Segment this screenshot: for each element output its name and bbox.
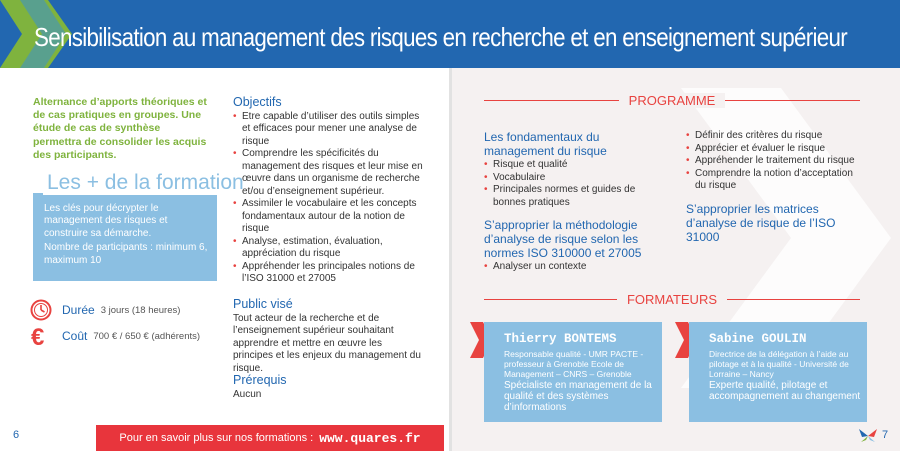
programme-sec2-list (484, 261, 664, 274)
programme-col-2 (686, 130, 866, 245)
prerequis-text: Aucun (233, 388, 262, 400)
page-header (0, 0, 900, 68)
trainer-card (689, 322, 867, 422)
plus-text: Les clés pour décrypter le management des risques et construire sa démarche. (44, 203, 168, 239)
formateurs-title: FORMATEURS (617, 292, 727, 307)
footer-link[interactable]: www.quares.fr (319, 430, 421, 446)
plus-body (44, 203, 209, 269)
list-item: • Vocabulaire (484, 172, 664, 185)
trainer-name: Thierry BONTEMS (504, 332, 617, 346)
svg-text:€: € (31, 325, 45, 347)
clock-icon (30, 299, 52, 321)
trainer-expertise: Experte qualité, pilotage et accompagnement au changement (709, 380, 861, 402)
list-item: • Assimiler le vocabulaire et les concepts fondamentaux autour de la notion de risque (233, 198, 423, 236)
euro-icon (30, 325, 52, 347)
trainer-name: Sabine GOULIN (709, 332, 807, 346)
page-spine (449, 68, 452, 451)
duration-value: 3 jours (18 heures) (100, 304, 181, 316)
participants-text: Nombre de participants : minimum 6, maximum 10 (44, 242, 208, 266)
page-number-left: 6 (13, 429, 20, 441)
page-title: Sensibilisation au management des risques en recherche et en enseignement supérieur (34, 22, 847, 52)
duration-label: Durée (62, 303, 95, 317)
cost-row (30, 325, 200, 347)
list-item: • Risque et qualité (484, 159, 664, 172)
programme-sec2-title: S’approprier la méthodologie d’analyse de risque selon les normes ISO 310000 et 27005 (484, 218, 642, 260)
programme-title: PROGRAMME (619, 93, 726, 108)
public-section (233, 298, 423, 375)
footer-text: Pour en savoir plus sur nos formations : (119, 432, 314, 444)
list-item: • Appréhender les principales notions de l’ISO 31000 et 27005 (233, 261, 423, 286)
duration-row (30, 299, 180, 321)
public-text: Tout acteur de la recherche et de l’enseignement supérieur souhaitant apprendre et mettre en œuvre les principes et les enjeux du management du risque. (233, 312, 421, 374)
programme-heading (484, 90, 860, 110)
list-item: • Comprendre la notion d’acceptation du risque (686, 168, 866, 193)
programme-sec1-title: Les fondamentaux du management du risque (484, 130, 607, 158)
programme-col-1 (484, 130, 664, 274)
butterfly-logo-icon (858, 428, 878, 444)
prerequis-title: Prérequis (233, 373, 287, 387)
objectives-list (233, 111, 423, 286)
list-item: • Principales normes et guides de bonnes pratiques (484, 184, 664, 209)
programme-col2-list (686, 130, 866, 193)
prerequis-section (233, 374, 423, 401)
list-item: • Comprendre les spécificités du management des risques et leur mise en œuvre dans un organisme de recherche et/ou d’enseignement supérieur. (233, 148, 423, 198)
cost-label: Coût (62, 329, 88, 343)
footer-banner[interactable] (96, 425, 444, 451)
page-number-right: 7 (882, 429, 889, 441)
trainer-role: Responsable qualité - UMR PACTE - professeur à Grenoble Ecole de Management – CNRS – Grenoble (504, 349, 644, 379)
formateurs-heading (484, 289, 860, 309)
cost-value: 700 € / 650 € (adhérents) (93, 330, 201, 342)
list-item: • Analyse, estimation, évaluation, appréciation du risque (233, 236, 423, 261)
programme-sec1-list (484, 159, 664, 209)
list-item: • Analyser un contexte (484, 261, 664, 274)
trainer-role: Directrice de la délégation à l’aide au pilotage et à la qualité - Université de Lorraine – Nancy (709, 349, 849, 379)
intro-text: Alternance d’apports théoriques et de cas pratiques en groupes. Une étude de cas de synthèse permettra de consolider les acquis des participants. (33, 96, 207, 161)
trainer-expertise: Spécialiste en management de la qualité et des systèmes d’informations (504, 380, 652, 413)
objectives-title: Objectifs (233, 95, 282, 109)
objectives-section (233, 96, 423, 286)
plus-title: Les + de la formation (43, 171, 248, 195)
list-item: • Etre capable d’utiliser des outils simples et efficaces pour mener une analyse de risque (233, 111, 423, 149)
public-title: Public visé (233, 297, 293, 311)
list-item: • Appréhender le traitement du risque (686, 155, 866, 168)
trainer-card (484, 322, 662, 422)
programme-col2-title: S’approprier les matrices d’analyse de risque de l’ISO 31000 (686, 201, 836, 244)
list-item: • Définir des critères du risque (686, 130, 866, 143)
list-item: • Apprécier et évaluer le risque (686, 143, 866, 156)
